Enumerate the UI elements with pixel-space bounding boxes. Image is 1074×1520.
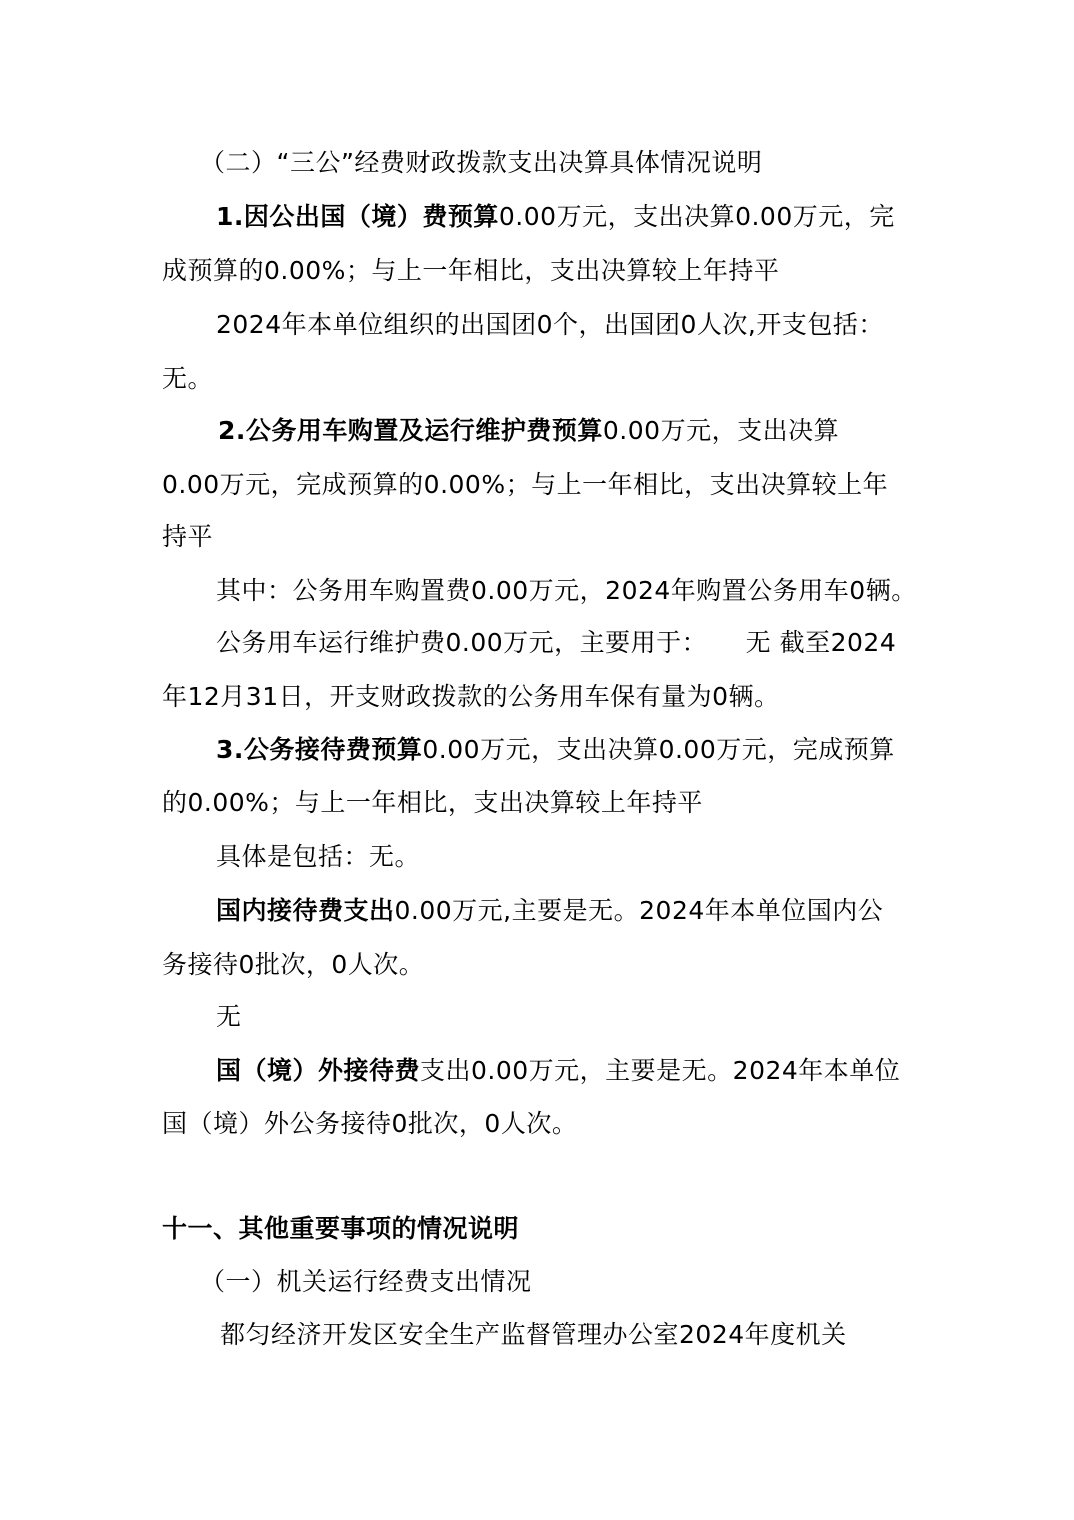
item-1-line-2: 成预算的0.00%；与上一年相比，支出决算较上年持平 — [162, 256, 780, 285]
section-2-heading: （二）“三公”经费财政拨款支出决算具体情况说明 — [200, 148, 763, 177]
item-2-line-3: 持平 — [162, 522, 214, 551]
item-2-line-1 — [218, 414, 839, 448]
body-paragraph-line: 都匀经济开发区安全生产监督管理办公室2024年度机关 — [220, 1320, 847, 1349]
item-2-line-2: 0.00万元，完成预算的0.00%；与上一年相比，支出决算较上年 — [162, 470, 889, 499]
foreign-reception-line-2: 国（境）外公务接待0批次，0人次。 — [162, 1109, 578, 1138]
item-1-label: 1.因公出国（境）费预算 — [216, 202, 499, 231]
domestic-reception-line-1 — [216, 894, 883, 928]
section-11-heading: 十一、其他重要事项的情况说明 — [162, 1214, 520, 1243]
item-1-line-1 — [216, 200, 895, 234]
foreign-reception-text: 支出0.00万元，主要是无。2024年本单位 — [420, 1056, 901, 1085]
item-3-label: 3.公务接待费预算 — [216, 735, 423, 764]
item-3-specific-line: 具体是包括：无。 — [216, 842, 421, 871]
foreign-reception-label: 国（境）外接待费 — [216, 1056, 421, 1085]
item-2-label: 2.公务用车购置及运行维护费预算 — [218, 416, 603, 445]
subsection-1-heading: （一）机关运行经费支出情况 — [200, 1267, 532, 1296]
item-3-line-1-text: 0.00万元，支出决算0.00万元，完成预算 — [422, 735, 895, 764]
item-1-line-1-text: 0.00万元，支出决算0.00万元，完 — [498, 202, 895, 231]
item-3-line-1 — [216, 733, 895, 767]
domestic-reception-text: 0.00万元,主要是无。2024年本单位国内公 — [394, 896, 884, 925]
domestic-reception-line-2: 务接待0批次，0人次。 — [162, 950, 425, 979]
item-2-maintenance-line-2: 年12月31日，开支财政拨款的公务用车保有量为0辆。 — [162, 682, 780, 711]
none-line: 无 — [216, 1002, 242, 1031]
item-1-detail-line-2: 无。 — [162, 364, 214, 393]
item-2-purchase-line: 其中：公务用车购置费0.00万元，2024年购置公务用车0辆。 — [216, 576, 917, 605]
item-2-line-1-text: 0.00万元，支出决算 — [602, 416, 840, 445]
foreign-reception-line-1 — [216, 1054, 900, 1088]
item-1-detail-line-1: 2024年本单位组织的出国团0个，出国团0人次,开支包括： — [216, 310, 884, 339]
item-2-maintenance-line-1: 公务用车运行维护费0.00万元，主要用于： 无 截至2024 — [216, 628, 897, 657]
item-3-line-2: 的0.00%；与上一年相比，支出决算较上年持平 — [162, 788, 703, 817]
domestic-reception-label: 国内接待费支出 — [216, 896, 395, 925]
